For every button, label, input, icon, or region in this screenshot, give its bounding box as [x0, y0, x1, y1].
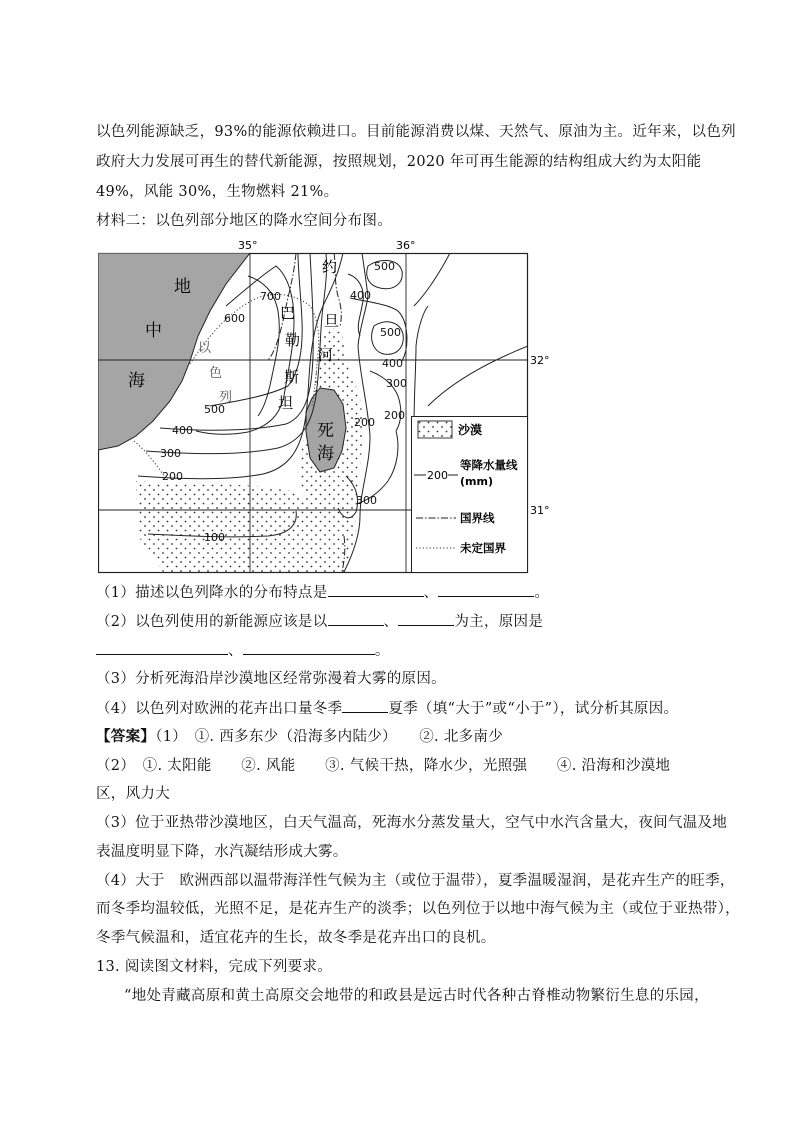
- isohyet-label-500-east: 500: [380, 326, 401, 339]
- answer-4-line-3: 冬季气候温和，适宜花卉的生长，故冬季是花卉出口的良机。: [96, 930, 496, 946]
- answer-3-line-1: （3）位于亚热带沙漠地区，白天气温高，死海水分蒸发量大，空气中水汽含量大，夜间气温及地: [96, 815, 728, 831]
- isohyet-label-300-east: 300: [386, 377, 407, 390]
- question-1-end: 。: [534, 585, 550, 601]
- isohyet-label-500-north: 500: [374, 260, 395, 273]
- isohyet-label-300-west: 300: [160, 447, 181, 460]
- answer-blank-4[interactable]: [342, 698, 388, 713]
- river-label-char-1: 约: [322, 258, 338, 276]
- isohyet-label-200-dead-sea: 200: [354, 416, 375, 429]
- palestine-label-char-3: 斯: [284, 368, 300, 386]
- isohyet-label-600: 600: [224, 312, 245, 325]
- question-2-sep: 、: [383, 614, 399, 630]
- intro-line-2: 政府大力发展可再生的替代新能源，按照规划，2020 年可再生能源的结构组成大约为太阳能: [96, 154, 702, 170]
- desert-south-west: [136, 481, 328, 572]
- legend-desert-swatch: [418, 421, 452, 438]
- question-4-text-2: 夏季（填“大于”或“小于”），试分析其原因。: [388, 701, 679, 717]
- palestine-label-char-4: 坦: [278, 394, 294, 412]
- palestine-label-char-1: 巴: [280, 304, 296, 322]
- dead-sea-label-char-1: 死: [317, 421, 334, 441]
- answer-4-line-1: （4）大于 欧洲西部以温带海洋性气候为主（或位于温带），夏季温暖湿润，是花卉生产的旺季，: [96, 873, 735, 889]
- river-label-char-3: 河: [318, 346, 334, 364]
- material-two-caption: 材料二：以色列部分地区的降水空间分布图。: [96, 213, 392, 229]
- lat-label-32: 32°: [530, 354, 550, 367]
- answer-1: [96, 727, 716, 747]
- lon-label-35: 35°: [238, 239, 258, 252]
- legend-desert-label: 沙漠: [458, 423, 483, 437]
- question-2-line-2: [96, 640, 716, 661]
- isohyet-label-500-west: 500: [204, 403, 225, 416]
- answer-blank-1a[interactable]: [328, 582, 424, 597]
- question-13-title: 13. 阅读图文材料，完成下列要求。: [96, 959, 333, 975]
- answer-3-line-2: 表温度明显下降，水汽凝结形成大雾。: [96, 844, 348, 860]
- isohyet-label-400-west: 400: [172, 424, 193, 437]
- isohyet-label-200-west: 200: [162, 470, 183, 483]
- isohyet-east-edge: [414, 253, 450, 306]
- intro-line-3: 49%，风能 30%，生物燃料 21%。: [96, 184, 339, 200]
- question-2: [96, 611, 716, 632]
- isohyet-label-300-south: 300: [356, 494, 377, 507]
- dead-sea-label-char-2: 海: [317, 444, 334, 464]
- answer-4-line-2: 而冬季均温较低，光照不足，是花卉生产的淡季；以色列位于以地中海气候为主（或位于亚热带），: [96, 901, 740, 917]
- question-4: [96, 698, 716, 719]
- question-4-text: （4）以色列对欧洲的花卉出口量冬季: [96, 701, 343, 717]
- question-2-text: （2）以色列使用的新能源应该是以: [96, 614, 328, 630]
- question-2-end-2: 。: [374, 643, 390, 659]
- isohyet-label-400-east: 400: [382, 357, 403, 370]
- lat-label-31: 31°: [530, 504, 550, 517]
- answer-blank-2c[interactable]: [96, 640, 228, 655]
- country-label-char-1: 以: [198, 341, 212, 356]
- legend-undetermined-label: 未定国界: [460, 541, 506, 555]
- legend-isohyet-label: 等降水量线: [460, 458, 518, 472]
- question-2-end: 为主，原因是: [454, 614, 544, 630]
- answer-blank-2a[interactable]: [328, 611, 384, 626]
- answer-blank-2b[interactable]: [398, 611, 454, 626]
- answer-2-line-1: （2） ①. 太阳能 ②. 风能 ③. 气候干热，降水少，光照强 ④. 沿海和沙漠地: [96, 758, 671, 774]
- isohyet-east-edge-3: [428, 346, 528, 406]
- answer-blank-1b[interactable]: [438, 582, 534, 597]
- question-3: （3）分析死海沿岸沙漠地区经常弥漫着大雾的原因。: [96, 671, 446, 687]
- question-2-sep-2: 、: [228, 643, 243, 659]
- question-1: [96, 582, 716, 603]
- question-1-sep: 、: [423, 585, 439, 601]
- answer-2-line-2: 区，风力大: [96, 786, 170, 802]
- isohyet-label-100: 100: [204, 531, 225, 544]
- intro-line-1: 以色列能源缺乏，93%的能源依赖进口。目前能源消费以煤、天然气、原油为主。近年来，以色列: [96, 124, 736, 140]
- country-label-char-3: 列: [219, 390, 233, 405]
- country-label-char-2: 色: [209, 366, 223, 381]
- river-label-char-2: 旦: [324, 312, 340, 330]
- map-legend: [412, 417, 528, 573]
- question-1-text: （1）描述以色列降水的分布特点是: [96, 585, 328, 601]
- legend-isohyet-unit: (mm): [460, 475, 493, 488]
- isohyet-label-400-north: 400: [350, 289, 371, 302]
- isohyet-label-200-east: 200: [384, 409, 405, 422]
- precipitation-map: [98, 236, 558, 574]
- legend-isohyet-value: 200: [427, 469, 448, 482]
- sea-label-char-2: 中: [145, 321, 162, 341]
- palestine-label-char-2: 勒: [285, 331, 301, 349]
- legend-border-label: 国界线: [460, 511, 495, 525]
- lon-label-36: 36°: [396, 239, 416, 252]
- question-13-quote: “地处青藏高原和黄土高原交会地带的和政县是远古时代各种古脊椎动物繁衍生息的乐园，: [124, 988, 709, 1004]
- sea-label-char-3: 海: [128, 371, 145, 391]
- sea-label-char-1: 地: [174, 277, 191, 297]
- isohyet-label-700: 700: [260, 290, 281, 303]
- answer-blank-2d[interactable]: [243, 640, 375, 655]
- answer-1-text: （1） ①. 西多东少（沿海多内陆少） ②. 北多南少: [155, 729, 504, 745]
- isohyet-east-edge-2: [414, 306, 428, 426]
- answer-label: 【答案】: [96, 728, 156, 745]
